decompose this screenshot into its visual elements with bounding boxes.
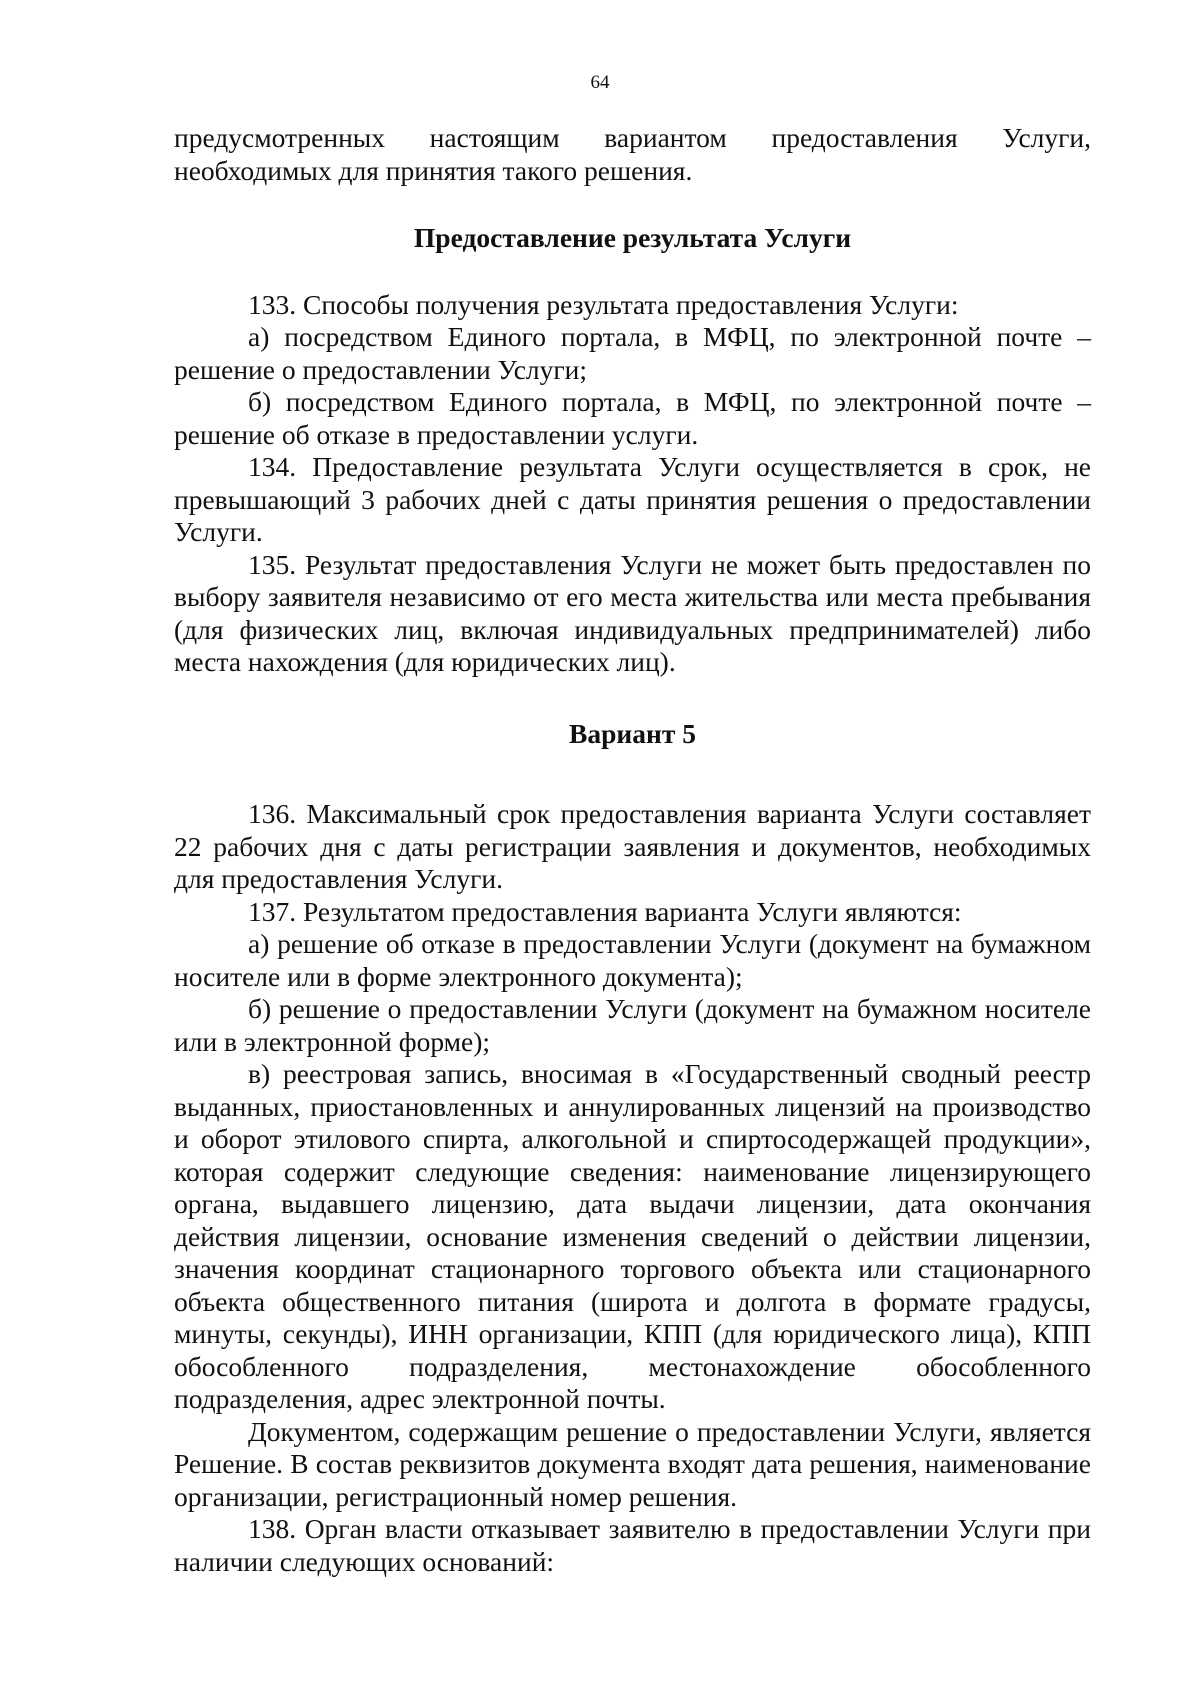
paragraph-137-b: б) решение о предоставлении Услуги (документ на бумажном носителе или в электронной форме); (174, 993, 1091, 1057)
heading-variant-5: Вариант 5 (569, 717, 696, 749)
paragraph-134: 134. Предоставление результата Услуги осуществляется в срок, не превышающий 3 рабочих дней с даты принятия решения о предоставлении Услуги. (174, 451, 1091, 547)
paragraph-133-a: а) посредством Единого портала, в МФЦ, по электронной почте – решение о предоставлении Услуги; (174, 321, 1091, 385)
paragraph-decision-document: Документом, содержащим решение о предоставлении Услуги, является Решение. В состав реквизитов документа входят дата решения, наименование организации, регистрационный номер решения. (174, 1415, 1091, 1512)
paragraph-135: 135. Результат предоставления Услуги не может быть предоставлен по выбору заявителя независимо от его места жительства или места пребывания (для физических лиц, включая индивидуальных предпринимателей) либо места нахождения (для юридических лиц). (174, 548, 1091, 677)
page-number: 64 (590, 72, 610, 93)
paragraph-138: 138. Орган власти отказывает заявителю в предоставлении Услуги при наличии следующих оснований: (174, 1513, 1091, 1577)
paragraph-137: 137. Результатом предоставления варианта Услуги являются: (248, 895, 962, 927)
heading-service-result: Предоставление результата Услуги (413, 222, 852, 253)
paragraph-continuation: предусмотренных настоящим вариантом предоставления Услуги, необходимых для принятия такого решения. (174, 122, 1091, 186)
paragraph-137-a: а) решение об отказе в предоставлении Услуги (документ на бумажном носителе или в форме электронного документа); (174, 928, 1091, 992)
document-body (174, 122, 1091, 1578)
paragraph-133: 133. Способы получения результата предоставления Услуги: (248, 288, 959, 320)
paragraph-136: 136. Максимальный срок предоставления варианта Услуги составляет 22 рабочих дня с даты регистрации заявления и документов, необходимых для предоставления Услуги. (174, 798, 1091, 894)
paragraph-133-b: б) посредством Единого портала, в МФЦ, по электронной почте – решение об отказе в предоставлении услуги. (174, 386, 1091, 450)
paragraph-137-v: в) реестровая запись, вносимая в «Государственный сводный реестр выданных, приостановленных и аннулированных лицензий на производство и оборот этилового спирта, алкогольной и спиртосодержащей продукции», которая содержит следующие сведения: наименование лицензирующего органа, выдавшего лицензию, дата выдачи лицензии, дата окончания действия лицензии, основание изменения сведений о действии лицензии, значения координат стационарного торгового объекта или стационарного объекта общественного питания (широта и долгота в формате градусы, минуты, секунды), ИНН организации, КПП (для юридического лица), КПП обособленного подразделения, местонахождение обособленного подразделения, адрес электронной почты. (174, 1058, 1091, 1414)
